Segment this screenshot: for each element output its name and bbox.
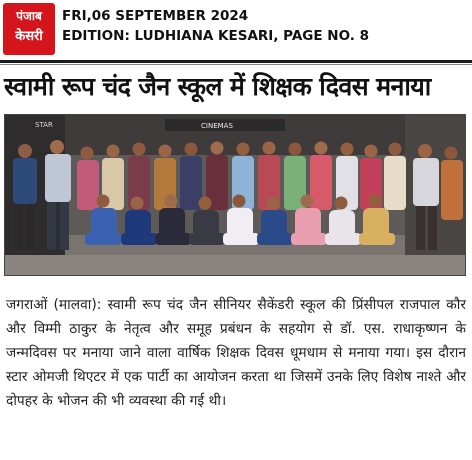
punjab-kesari-logo (3, 3, 55, 55)
logo-line-2: केसरी (15, 29, 43, 44)
article-body: जगराओं (मालवा): स्वामी रूप चंद जैन सीनियर सैकेंडरी स्कूल की प्रिंसीपल राजपाल कौर और विम्मी ठाकुर के नेतृत्व और समूह प्रबंधन के सहयोग से डॉ. एस. राधाकृष्णन के जन्मदिवस पर मनाया जाने वाला वार्षिक शिक्षक दिवस धूमधाम से मनाया गया। इस दौरान स्टार ओमजी थिएटर में एक पार्टी का आयोजन करता था जिसमें उनके लिए विशेष नाश्ते और दोपहर के भोजन की भी व्यवस्था की गई थी। (6, 297, 466, 409)
header-rule-thin (0, 64, 472, 65)
issue-date: FRI,06 SEPTEMBER 2024 (62, 8, 249, 24)
article-headline: स्वामी रूप चंद जैन स्कूल में शिक्षक दिवस मनाया (4, 72, 431, 101)
next-text-cutoff (6, 452, 466, 460)
logo-line-1: पंजाब (16, 9, 42, 23)
sign-cinemas: CINEMAS (201, 122, 233, 130)
sign-star: STAR (35, 121, 53, 129)
group-photo (4, 114, 466, 276)
masthead (0, 0, 472, 58)
edition-page: EDITION: LUDHIANA KESARI, PAGE NO. 8 (62, 28, 369, 44)
edition-info (62, 6, 369, 46)
header-rule (0, 60, 472, 63)
